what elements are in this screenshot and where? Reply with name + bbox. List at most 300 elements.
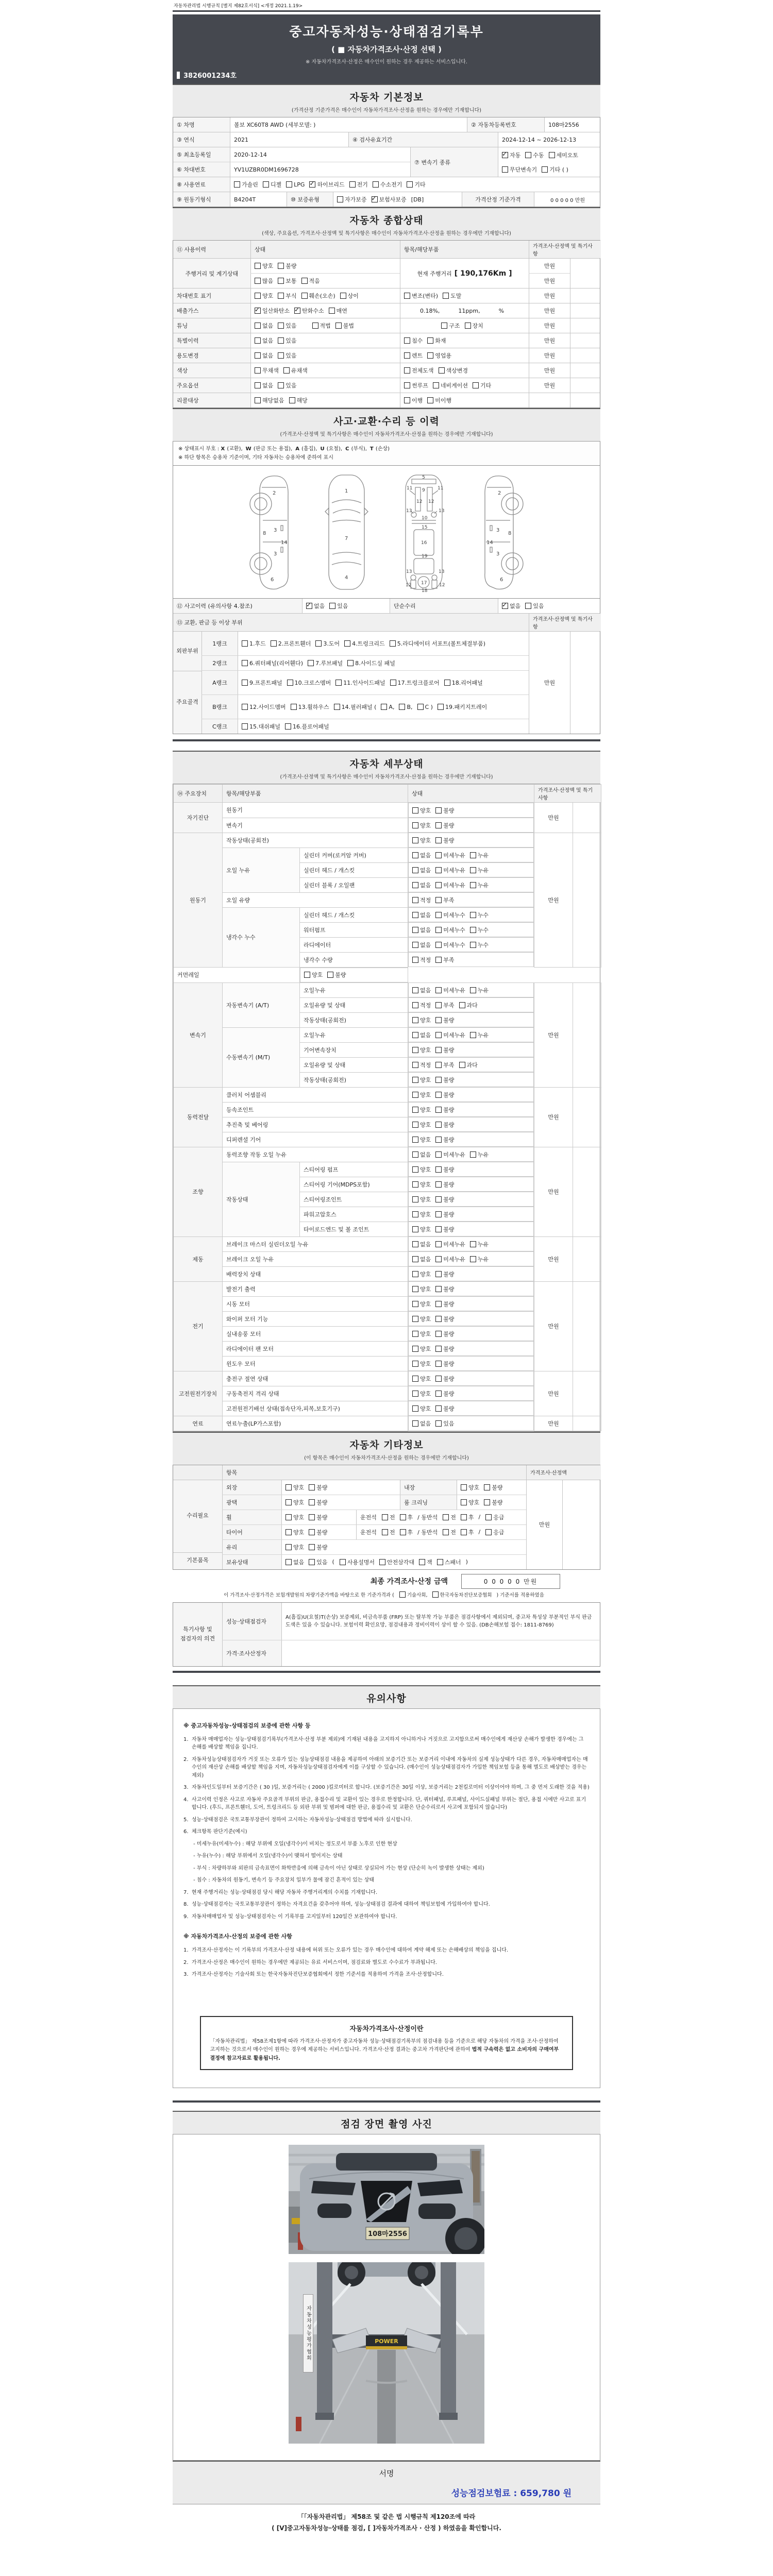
checkbox-option[interactable] [412,1315,431,1323]
checkbox-option[interactable] [549,151,579,159]
checkbox-icon [443,293,449,299]
year-value: 2021 [230,132,348,147]
checkbox-option[interactable] [435,1046,454,1054]
checkbox-option[interactable] [347,659,395,667]
checkbox-option[interactable] [255,366,279,375]
checkbox-option[interactable] [309,1483,327,1492]
checkbox-option[interactable] [465,321,483,330]
column-header: 항목/해당부품 [223,785,408,803]
checkbox-option[interactable] [344,639,385,648]
row-label: 튜닝 [173,318,250,333]
checkbox-option[interactable] [304,971,323,979]
checkbox-option[interactable] [242,659,303,667]
checkbox-option[interactable] [400,1528,413,1536]
checkbox-option[interactable] [278,292,296,300]
checkbox-option[interactable] [278,277,296,285]
checkbox-option[interactable] [461,1513,474,1521]
checkbox-option[interactable] [435,1016,454,1024]
item-label: 동력조향 작동 오일 누유 [223,1147,408,1162]
checkbox-label: 불량 [443,1270,455,1278]
checkbox-option[interactable] [435,851,465,859]
checkbox-option[interactable] [291,703,329,711]
checkbox-icon [412,1181,418,1188]
checkbox-option[interactable] [435,1180,454,1189]
checkbox-label: 불량 [443,1046,455,1054]
checkbox-option[interactable] [437,1558,461,1566]
checkbox-option[interactable] [329,602,348,610]
checkbox-option[interactable] [470,866,489,874]
checkbox-label: 없음 [420,1420,431,1427]
checkbox-option[interactable] [435,1360,454,1368]
checkbox-option[interactable] [278,262,296,270]
svg-text:9: 9 [422,488,425,493]
checkbox-option[interactable] [382,1528,395,1536]
inline-text: [DB] [411,196,424,203]
checkbox-option[interactable] [399,1591,428,1598]
checkbox-option[interactable] [412,1210,431,1218]
section-title: 유의사항 [366,1692,407,1704]
checkbox-label: 불량 [285,263,297,269]
checkbox-option[interactable] [294,307,324,315]
checkbox-option[interactable] [470,1240,489,1248]
checkbox-option[interactable] [470,941,489,949]
checkbox-option[interactable] [412,1091,431,1099]
checkbox-option[interactable] [435,1165,454,1174]
checkbox-label: 훼손(오손) [309,293,335,299]
checkbox-option[interactable] [435,1389,454,1398]
checkbox-option[interactable] [334,703,377,711]
checkbox-option[interactable] [278,336,296,345]
checkbox-option[interactable] [407,180,425,189]
checkbox-option[interactable] [412,1419,431,1428]
checkbox-option[interactable] [435,1136,454,1144]
checkbox-option[interactable] [306,602,325,610]
checkbox-option[interactable] [470,1031,489,1039]
checkbox-option[interactable] [435,821,454,829]
checkbox-option[interactable] [412,1240,431,1248]
checkbox-option[interactable] [412,1031,431,1039]
checkbox-option[interactable] [309,1558,327,1566]
state-options [250,393,400,408]
checkbox-option[interactable] [412,1106,431,1114]
checkbox-option[interactable] [412,821,431,829]
checkbox-option[interactable] [309,180,344,189]
checkbox-option[interactable] [435,1061,454,1069]
svg-text:11: 11 [438,486,444,491]
checkbox-option[interactable] [412,1180,431,1189]
checkbox-option[interactable] [502,602,520,610]
checkbox-option[interactable] [412,1046,431,1054]
checkbox-option[interactable] [285,722,329,731]
checkbox-option[interactable] [435,896,454,904]
checkbox-option[interactable] [289,396,308,404]
checkbox-option[interactable] [435,1240,465,1248]
checkbox-option[interactable] [470,926,489,934]
checkbox-option[interactable] [438,703,487,711]
checkbox-icon [470,942,476,948]
checkbox-option[interactable] [390,639,485,648]
checkbox-option[interactable] [390,679,440,687]
checkbox-option[interactable] [234,180,258,189]
checkbox-label: 없음 [420,926,431,934]
checkbox-icon [435,927,442,933]
checkbox-label: 후 [468,1514,474,1521]
checkbox-option[interactable] [412,1404,431,1413]
checkbox-option[interactable] [373,180,402,189]
checkbox-option[interactable] [329,307,347,315]
checkbox-option[interactable] [412,1061,431,1069]
checkbox-option[interactable] [435,1285,454,1293]
checkbox-option[interactable] [435,1106,454,1114]
checkbox-option[interactable] [287,679,331,687]
inline-text: ) 기준서를 적용하였음 [496,1592,544,1598]
checkbox-label: 불량 [443,1136,455,1143]
device-group-label: 자기진단 [174,803,223,833]
checkbox-option[interactable] [470,851,489,859]
checkbox-option[interactable] [412,1150,431,1159]
checkbox-option[interactable] [470,881,489,889]
checkbox-option[interactable] [263,180,281,189]
checkbox-option[interactable] [308,659,343,667]
checkbox-option[interactable] [404,351,423,360]
checkbox-icon [404,293,410,299]
checkbox-option[interactable] [435,836,454,844]
checkbox-option[interactable] [412,1076,431,1084]
checkbox-option[interactable] [412,881,431,889]
checkbox-option[interactable] [301,277,320,285]
checkbox-option[interactable] [459,1061,478,1069]
checkbox-option[interactable] [301,292,335,300]
checkbox-option[interactable] [439,366,468,375]
checkbox-option[interactable] [412,1225,431,1233]
checkbox-label: 불량 [443,1375,455,1382]
checkbox-icon [419,1559,425,1565]
checkbox-option[interactable] [285,1498,304,1506]
checkbox-icon [285,1514,292,1520]
state-options [408,1296,534,1311]
checkbox-option[interactable] [427,336,446,345]
svg-text:12: 12 [406,583,412,588]
checkbox-option[interactable] [435,926,465,934]
checkbox-option[interactable] [283,366,308,375]
checkbox-option[interactable] [435,1150,465,1159]
checkbox-option[interactable] [461,1528,474,1536]
checkbox-option[interactable] [435,1255,465,1263]
checkbox-option[interactable] [372,195,407,204]
checkbox-option[interactable] [412,1285,431,1293]
checkbox-option[interactable] [435,1345,454,1353]
checkbox-option[interactable] [435,1091,454,1099]
checkbox-icon [309,1514,315,1520]
state-options [250,318,400,333]
checkbox-option[interactable] [400,1513,413,1521]
checkbox-label: 전 [450,1514,456,1521]
checkbox-option[interactable] [349,180,368,189]
checkbox-icon [473,382,479,388]
checkbox-option[interactable] [309,1513,327,1521]
checkbox-label: 미세누유 [443,1151,465,1158]
detail-row [174,803,601,818]
price-unit: 만원 [529,363,570,378]
subgroup-label: 냉각수 누수 [223,907,300,967]
checkbox-option[interactable] [427,351,451,360]
item-label: 디퍼렌셜 기어 [223,1132,408,1147]
checkbox-label: 양호 [420,807,431,814]
state-options [250,333,400,348]
checkbox-option[interactable] [335,679,385,687]
checkbox-option[interactable] [309,1498,327,1506]
checkbox-label: 양호 [312,972,323,978]
checkbox-option[interactable] [412,1300,431,1308]
checkbox-option[interactable] [412,1165,431,1174]
checkbox-icon [242,660,248,666]
checkbox-label: 불량 [443,837,455,844]
checkbox-icon [435,1002,442,1008]
checkbox-option[interactable] [417,704,433,710]
checkbox-option[interactable] [412,911,431,919]
item-label: 충전구 절연 상태 [223,1371,408,1386]
checkbox-label: 없음 [510,603,521,609]
checkbox-icon [435,1316,442,1322]
checkbox-option[interactable] [435,1300,454,1308]
checkbox-option[interactable] [255,381,273,389]
checkbox-option[interactable] [412,1330,431,1338]
checkbox-option[interactable] [470,986,489,994]
inspector-label: 성능·상태점검자 [222,1603,281,1640]
checkbox-option[interactable] [404,381,428,389]
svg-text:8: 8 [263,531,266,536]
checkbox-option[interactable] [470,1150,489,1159]
checkbox-icon [404,337,410,344]
checkbox-option[interactable] [255,307,290,315]
row-label: 주행거리 및 계기상태 [173,259,250,288]
checkbox-label: 19.패키지트레이 [445,704,488,710]
checkbox-option[interactable] [435,911,465,919]
notice-line: 1. 자동차 매매업자는 성능·상태점검기록부(가격조사·산정 부분 제외)에 기재된 내용을 고지하지 아니하거나 거짓으로 고지함으로써 매수인에게 재산상 손해가 발생한 경우에는 그 손해를 배상할 책임을 집니다. [183,1736,585,1750]
checkbox-option[interactable] [435,986,465,994]
checkbox-option[interactable] [255,351,273,360]
checkbox-option[interactable] [470,911,489,919]
checkbox-option[interactable] [435,1404,454,1413]
checkbox-option[interactable] [309,1528,327,1536]
checkbox-option[interactable] [327,971,346,979]
checkbox-option[interactable] [412,806,431,815]
checkbox-option[interactable] [435,1330,454,1338]
checkbox-option[interactable] [382,1513,395,1521]
checkbox-option[interactable] [470,1255,489,1263]
checkbox-option[interactable] [412,1136,431,1144]
notice-line: 7. 현재 주행거리는 성능·상태점검 당시 해당 자동차 주행거리계의 수치를 기재합니다. [183,1889,378,1895]
checkbox-option[interactable] [312,321,331,330]
checkbox-option[interactable] [435,1195,454,1204]
checkbox-option[interactable] [335,321,354,330]
checkbox-option[interactable] [473,381,491,389]
checkbox-option[interactable] [435,956,454,964]
status-code-desc: (교환), [227,446,243,452]
checkbox-option[interactable] [435,941,465,949]
checkbox-option[interactable] [484,1498,502,1506]
checkbox-option[interactable] [412,851,431,859]
checkbox-option[interactable] [435,1001,454,1009]
checkbox-option[interactable] [435,1270,454,1278]
checkbox-option[interactable] [435,1315,454,1323]
checkbox-option[interactable] [435,1375,454,1383]
checkbox-option[interactable] [484,1483,502,1492]
price-unit: 만원 [534,1087,573,1147]
checkbox-label: 10.크로스멤버 [294,680,331,686]
checkbox-option[interactable] [441,321,460,330]
svg-text:6: 6 [271,577,274,583]
state-options [408,1192,534,1207]
checkbox-option[interactable] [412,956,431,964]
checkbox-option[interactable] [412,1121,431,1129]
checkbox-icon [278,352,284,359]
price-unit: 만원 [529,274,570,288]
checkbox-option[interactable] [404,292,438,300]
checkbox-icon [427,352,433,359]
checkbox-option[interactable] [485,1528,504,1536]
repair-group-label: 수리필요 [173,1480,222,1552]
checkbox-icon [435,1331,442,1337]
checkbox-option[interactable] [255,336,273,345]
checkbox-option[interactable] [427,396,451,404]
svg-text:13: 13 [406,509,412,514]
checkbox-option[interactable] [461,1498,479,1506]
checkbox-option[interactable] [286,181,305,188]
checkbox-option[interactable] [285,1483,304,1492]
checkbox-option[interactable] [412,1389,431,1398]
signature-band [173,2461,600,2504]
checkbox-icon [278,323,284,329]
checkbox-option[interactable] [412,1375,431,1383]
checkbox-option[interactable] [255,292,273,300]
note-cell [573,1416,601,1431]
subgroup-label: 수동변속기 (M/T) [223,1027,300,1087]
section-title: 자동차 세부상태 [349,758,424,770]
checkbox-option[interactable] [435,1419,454,1428]
checkbox-option[interactable] [444,679,483,687]
checkbox-label: 불량 [316,1514,328,1521]
checkbox-option[interactable] [485,1513,504,1521]
checkbox-option[interactable] [255,396,284,404]
checkbox-option[interactable] [285,1543,304,1551]
checkbox-option[interactable] [412,926,431,934]
checkbox-option[interactable] [435,806,454,815]
checkbox-option[interactable] [435,1225,454,1233]
checkbox-option[interactable] [419,1558,432,1566]
checkbox-option[interactable] [443,1513,456,1521]
checkbox-option[interactable] [340,292,359,300]
checkbox-label: 디젤 [270,181,282,188]
checkbox-option[interactable] [435,1076,454,1084]
checkbox-option[interactable] [404,396,423,404]
checkbox-option[interactable] [412,1360,431,1368]
section-subtitle: (가격조사·산정액 및 특기사항은 매수인이 자동차가격조사·산정을 원하는 경우에만 기재합니다) [280,432,493,437]
checkbox-option[interactable] [412,1270,431,1278]
checkbox-option[interactable] [502,165,537,174]
device-group-label: 동력전달 [174,1087,223,1147]
checkbox-option[interactable] [285,1558,304,1566]
checkbox-option[interactable] [412,1195,431,1204]
checkbox-option[interactable] [412,1001,431,1009]
checkbox-option[interactable] [435,866,465,874]
checkbox-option[interactable] [435,1210,454,1218]
insurance-premium [173,2486,600,2499]
checkbox-option[interactable] [309,1543,327,1551]
checkbox-option[interactable] [525,151,544,159]
section-subtitle: (이 항목은 매수인이 자동차가격조사·산정을 원하는 경우에만 기재합니다) [304,1455,469,1461]
checkbox-option[interactable] [525,602,544,610]
checkbox-option[interactable] [278,351,296,360]
checkbox-option[interactable] [461,1483,479,1492]
checkbox-option[interactable] [242,679,282,687]
checkbox-label: 색상변경 [446,367,468,374]
checkbox-option[interactable] [435,1121,454,1129]
checkbox-label: 기타 ( ) [549,166,568,173]
checkbox-option[interactable] [412,1345,431,1353]
checkbox-option[interactable] [435,881,465,889]
checkbox-option[interactable] [255,277,273,285]
checkbox-option[interactable] [443,292,461,300]
checkbox-icon [470,912,476,918]
item-label: 광택 [222,1495,281,1510]
checkbox-option[interactable] [271,639,311,648]
checkbox-option[interactable] [412,866,431,874]
checkbox-option[interactable] [285,1513,304,1521]
checkbox-label: 없음 [420,941,431,948]
checkbox-option[interactable] [412,986,431,994]
checkbox-option[interactable] [459,1001,478,1009]
checkbox-option[interactable] [399,704,412,710]
checkbox-option[interactable] [404,366,434,375]
checkbox-option[interactable] [381,704,394,710]
state-options [408,937,534,952]
checkbox-option[interactable] [542,165,568,174]
checkbox-option[interactable] [443,1528,456,1536]
checkbox-option[interactable] [404,336,423,345]
checkbox-option[interactable] [412,836,431,844]
service-note: ※ 자동차가격조사·산정은 매수인이 원하는 경우 제공하는 서비스입니다. [306,59,467,65]
checkbox-option[interactable] [242,639,266,648]
checkbox-option[interactable] [433,381,468,389]
checkbox-option[interactable] [379,1558,414,1566]
checkbox-option[interactable] [278,321,296,330]
checkbox-option[interactable] [435,1031,465,1039]
column-header: ⑬ 교환, 판금 등 이상 부위 [173,614,529,631]
svg-text:6: 6 [500,577,503,583]
accident-history-table [173,599,600,734]
tire-position-options [356,1525,526,1539]
checkbox-option[interactable] [412,1016,431,1024]
checkbox-option[interactable] [337,195,367,204]
checkbox-option[interactable] [255,321,273,330]
checkbox-option[interactable] [242,722,280,731]
checkbox-option[interactable] [242,703,286,711]
checkbox-label: 적정 [420,896,431,904]
checkbox-option[interactable] [255,262,273,270]
checkbox-option[interactable] [412,1255,431,1263]
checkbox-option[interactable] [412,896,431,904]
checkbox-option[interactable] [432,1591,492,1598]
notice-line: 3. 자동차인도일부터 보증기간은 ( 30 )일, 보증거리는 ( 2000 )킬로미터로 합니다. (보증기간은 30일 이상, 보증거리는 2천킬로미터 이상이어야 하며, 그 중 먼저 도래한 것을 적용) [183,1785,590,1790]
checkbox-label: 하이브리드 [317,181,345,188]
checkbox-option[interactable] [278,381,296,389]
checkbox-option[interactable] [412,941,431,949]
checkbox-option[interactable] [315,639,340,648]
checkbox-option[interactable] [285,1528,304,1536]
checkbox-option[interactable] [340,1558,375,1566]
checkbox-option[interactable] [502,151,520,159]
